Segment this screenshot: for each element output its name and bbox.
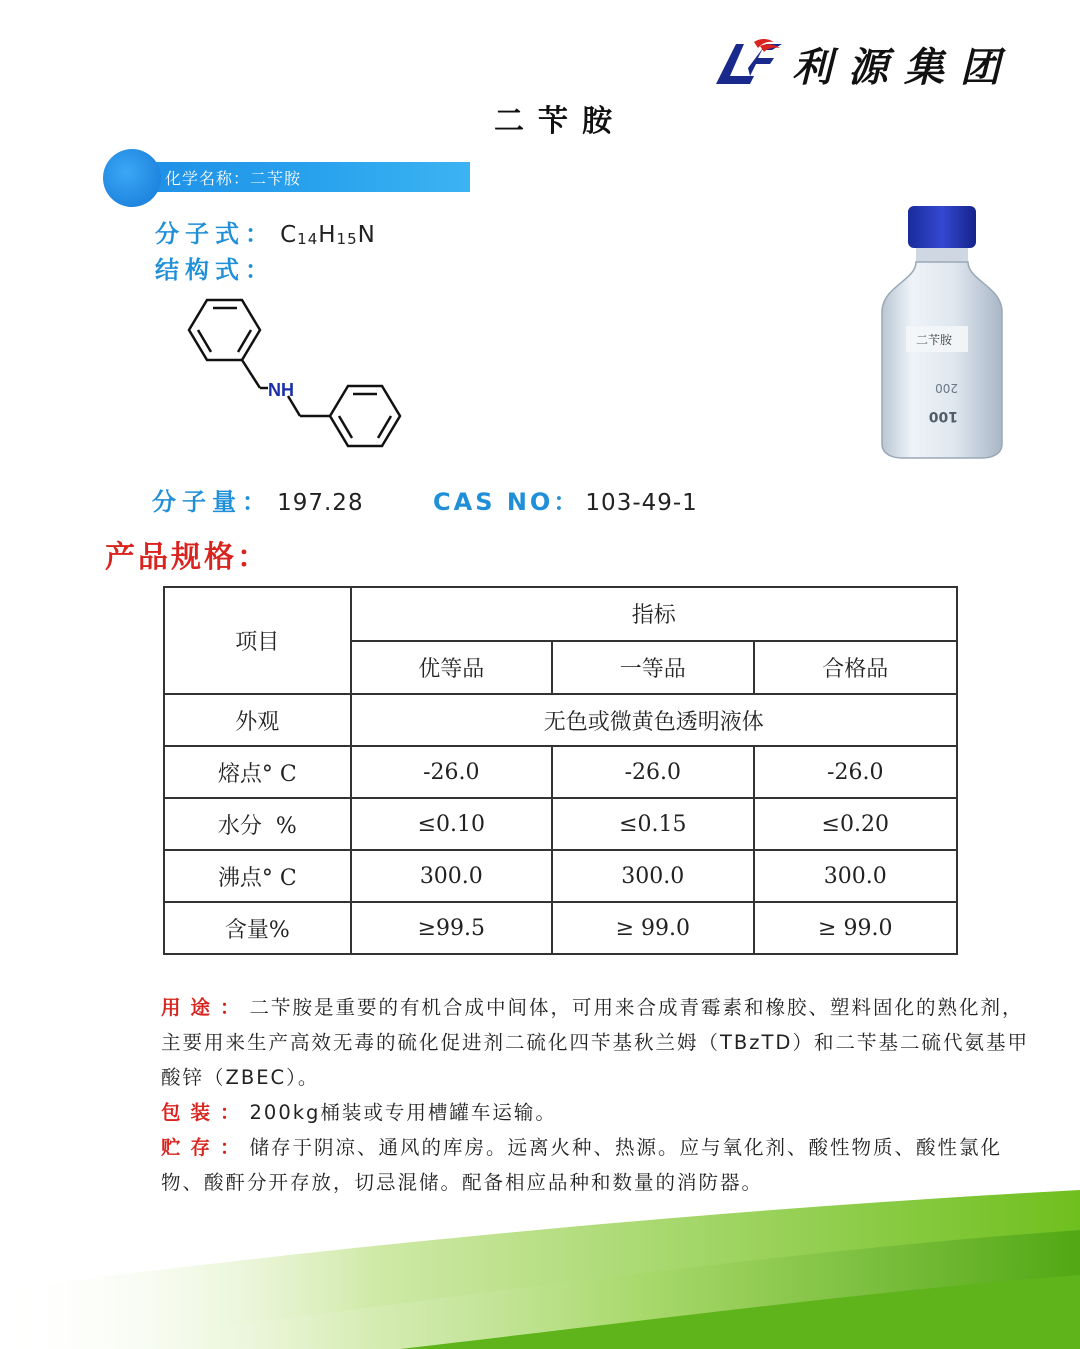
structure-label: 结构式： — [155, 256, 275, 284]
green-footer-decoration — [0, 1180, 1080, 1349]
value-cell: -26.0 — [351, 746, 552, 798]
structure-row — [155, 250, 275, 285]
value-cell: ≥ 99.0 — [754, 902, 957, 954]
mw-value: 197.28 — [277, 490, 364, 516]
table-row — [164, 850, 957, 902]
value-cell: ≤0.15 — [552, 798, 753, 850]
cas-value: 103-49-1 — [585, 490, 698, 516]
table-row — [164, 694, 957, 746]
mw-label: 分子量： — [152, 488, 272, 516]
formula-label: 分子式： — [155, 220, 275, 248]
bottle-mark-100: 100 — [928, 408, 958, 424]
row-label-cell: 水分 % — [164, 798, 351, 850]
pack-paragraph — [105, 1095, 1030, 1130]
bottle-label: 二苄胺 — [916, 333, 953, 347]
table-row — [164, 746, 957, 798]
bottle-mark-200: 200 — [935, 381, 958, 395]
spec-title: 产品规格： — [105, 540, 270, 575]
value-cell: ≥ 99.0 — [552, 902, 753, 954]
formula-value: $C_{14}H_{15}N$ — [280, 222, 376, 248]
grade-cell: 一等品 — [552, 641, 753, 695]
row-label-cell: 外观 — [164, 694, 351, 746]
nh-label: NH — [268, 380, 294, 400]
cas-label: CAS NO： — [433, 488, 581, 516]
use-text: 二苄胺是重要的有机合成中间体，可用来合成青霉素和橡胶、塑料固化的熟化剂，主要用来生产高效无毒的硫化促进剂二硫化四苄基秋兰姆（TBzTD）和二苄基二硫代氨基甲酸锌（ZBEC）。 — [161, 996, 1029, 1089]
header-item-cell: 项目 — [164, 587, 351, 694]
store-label: 贮存： — [161, 1136, 250, 1159]
grade-cell: 合格品 — [754, 641, 957, 695]
row-label-cell: 沸点° C — [164, 850, 351, 902]
logo-mark-icon — [714, 38, 784, 88]
pack-label: 包装： — [161, 1101, 250, 1124]
cas-row — [433, 482, 698, 517]
company-logo — [714, 36, 1034, 92]
value-cell: 300.0 — [552, 850, 753, 902]
value-cell: ≥99.5 — [351, 902, 552, 954]
page-title: 二苄胺 — [494, 104, 626, 139]
product-bottle-image — [872, 200, 1012, 462]
row-label-cell: 熔点° C — [164, 746, 351, 798]
value-cell: 300.0 — [754, 850, 957, 902]
use-paragraph — [105, 990, 1030, 1095]
chemical-name-text: 化学名称：二苄胺 — [165, 169, 302, 188]
logo-text: 利源集团 — [792, 44, 1016, 91]
molecular-weight-row — [152, 482, 364, 517]
grade-cell: 优等品 — [351, 641, 552, 695]
use-label: 用途： — [161, 996, 250, 1019]
notes-section — [105, 990, 1030, 1200]
header-indicator-cell: 指标 — [351, 587, 957, 641]
value-cell: ≤0.10 — [351, 798, 552, 850]
table-header-row — [164, 587, 957, 641]
table-row — [164, 902, 957, 954]
store-text: 储存于阴凉、通风的库房。远离火种、热源。应与氧化剂、酸性物质、酸性氯化物、酸酐分开存放，切忌混储。配备相应品种和数量的消防器。 — [161, 1136, 1003, 1194]
value-cell: -26.0 — [552, 746, 753, 798]
pack-text: 200kg桶装或专用槽罐车运输。 — [249, 1101, 557, 1124]
formula-row — [155, 214, 376, 249]
spec-table — [163, 586, 958, 955]
table-row — [164, 798, 957, 850]
row-label-cell: 含量% — [164, 902, 351, 954]
value-cell: ≤0.20 — [754, 798, 957, 850]
value-cell: -26.0 — [754, 746, 957, 798]
value-cell: 300.0 — [351, 850, 552, 902]
dibenzylamine-structure-icon — [160, 286, 410, 456]
appearance-value-cell: 无色或微黄色透明液体 — [351, 694, 957, 746]
banner-circle-decoration — [103, 149, 161, 207]
